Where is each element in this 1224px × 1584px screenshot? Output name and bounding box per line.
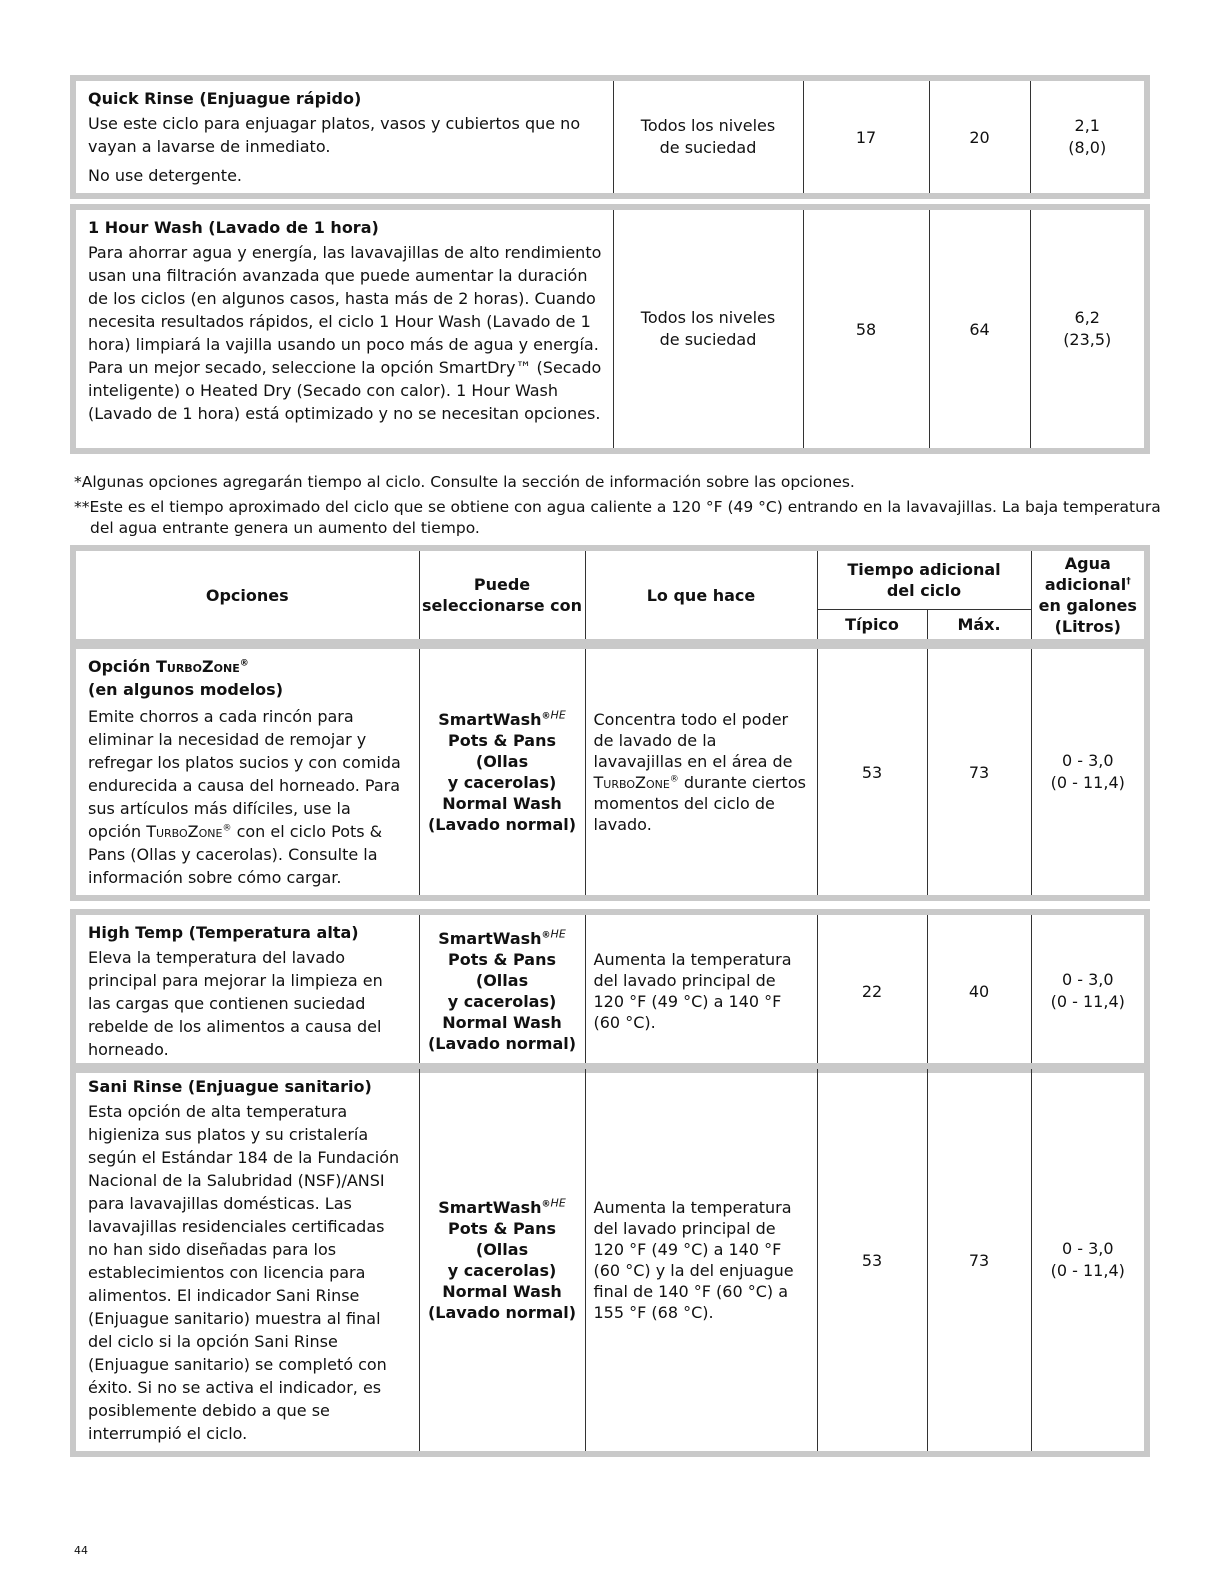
- water-usage: [1030, 207, 1147, 451]
- time-max: 40: [927, 912, 1031, 1070]
- cycle-normal-wash: Normal Wash: [442, 1282, 562, 1301]
- time-typical: 53: [817, 646, 927, 898]
- option-paragraph: Esta opción de alta temperatura higieniza sus platos y su cristalería según el Estándar 184 de la Fundación Nacional de la Salubridad (NSF)/ANSI para lavavajillas domésticas. Las lavavajillas residenciales certificadas no han sido diseñadas para los establecimientos con licencia para alimentos. El indicador Sani Rinse (Enjuague sanitario) muestra al final del ciclo si la opción Sani Rinse (Enjuague sanitario) se completó con éxito. Si no se activa el indicador, es posiblemente debido a que se interrumpió el ciclo.: [88, 1102, 400, 1443]
- time-max: 20: [929, 78, 1030, 196]
- cycle-pots-pans-line2: y cacerolas): [447, 992, 557, 1011]
- header-what: Lo que hace: [585, 548, 817, 642]
- cycle-table-1-hour-wash: [70, 204, 1150, 454]
- time-typical: 53: [817, 1066, 927, 1454]
- header-extra-time: [817, 548, 1031, 610]
- header-typical: Típico: [817, 610, 927, 643]
- header-extra-water: [1031, 548, 1147, 642]
- footnote-options-time: *Algunas opciones agregarán tiempo al ciclo. Consulte la sección de información sobre las opciones.: [74, 473, 855, 491]
- header-extra-time-line: Tiempo adicional: [847, 560, 1001, 579]
- what-it-does: Aumenta la temperatura del lavado principal de 120 °F (49 °C) a 140 °F (60 °C) y la del enjuague final de 140 °F (60 °C) a 155 °F (68 °C).: [585, 1066, 817, 1454]
- header-options: Opciones: [73, 548, 419, 642]
- cycle-pots-pans-line2: y cacerolas): [447, 773, 557, 792]
- time-typical: 17: [803, 78, 929, 196]
- table-row: [73, 912, 1147, 1070]
- page-number: 44: [74, 1544, 88, 1557]
- time-max: 73: [927, 646, 1031, 898]
- time-typical: 58: [803, 207, 929, 451]
- cycle-normal-wash: Normal Wash: [442, 794, 562, 813]
- table-row: [73, 548, 1147, 610]
- can-select-cycles: [419, 1066, 585, 1454]
- cycle-table-quick-rinse: [70, 75, 1150, 199]
- options-table-header: [70, 545, 1150, 645]
- option-description: [73, 646, 419, 898]
- soil-level: Todos los niveles de suciedad: [613, 78, 803, 196]
- water-liters: (8,0): [1068, 138, 1107, 157]
- water-usage: [1031, 646, 1147, 898]
- cycle-smartwash: SmartWash$^{®HE}$: [438, 1196, 566, 1217]
- cycle-pots-pans: Pots & Pans (Ollas: [448, 731, 556, 771]
- header-extra-time-line: del ciclo: [886, 581, 962, 600]
- option-description: [73, 912, 419, 1070]
- dagger-mark: †: [1126, 576, 1131, 587]
- water-liters: (0 - 11,4): [1050, 992, 1125, 1011]
- footnote-cycle-time: **Este es el tiempo aproximado del ciclo que se obtiene con agua caliente a 120 °F (49 °C) entrando en la lavavajillas. La baja temperatura del agua entrante genera un aumento del tiempo.: [74, 498, 1161, 537]
- header-water-line: adicional†: [1044, 575, 1131, 594]
- cycle-pots-pans-line2: y cacerolas): [447, 1261, 557, 1280]
- time-typical: 22: [817, 912, 927, 1070]
- water-gallons: 6,2: [1074, 308, 1100, 327]
- water-gallons: 2,1: [1074, 116, 1100, 135]
- header-can-select-line: Puede: [473, 575, 531, 594]
- table-row: [73, 646, 1147, 898]
- cycle-title: Quick Rinse (Enjuague rápido): [88, 89, 362, 108]
- option-table-turbozone: [70, 643, 1150, 901]
- table-row: [73, 78, 1147, 196]
- cycle-pots-pans: Pots & Pans (Ollas: [448, 1219, 556, 1259]
- time-max: 64: [929, 207, 1030, 451]
- cycle-normal-wash-line2: (Lavado normal): [427, 1034, 577, 1053]
- cycle-normal-wash-line2: (Lavado normal): [427, 815, 577, 834]
- water-liters: (23,5): [1063, 330, 1112, 349]
- option-title: High Temp (Temperatura alta): [88, 923, 359, 942]
- header-can-select: [419, 548, 585, 642]
- cycle-title: 1 Hour Wash (Lavado de 1 hora): [88, 218, 379, 237]
- time-max: 73: [927, 1066, 1031, 1454]
- option-title: Opción TurboZone® (en algunos modelos): [88, 657, 284, 699]
- header-water-line: Agua: [1064, 554, 1111, 573]
- cycle-description: [73, 207, 613, 451]
- can-select-cycles: [419, 912, 585, 1070]
- what-it-does: Aumenta la temperatura del lavado principal de 120 °F (49 °C) a 140 °F (60 °C).: [585, 912, 817, 1070]
- header-water-line: (Litros): [1054, 617, 1121, 636]
- water-gallons: 0 - 3,0: [1061, 970, 1114, 989]
- option-table-high-temp: [70, 909, 1150, 1073]
- option-title: Sani Rinse (Enjuague sanitario): [88, 1077, 372, 1096]
- water-gallons: 0 - 3,0: [1061, 1239, 1114, 1258]
- cycle-smartwash: SmartWash$^{®HE}$: [438, 708, 566, 729]
- water-usage: [1031, 912, 1147, 1070]
- cycle-paragraph: Use este ciclo para enjuagar platos, vasos y cubiertos que no vayan a lavarse de inmediato.: [88, 114, 581, 156]
- option-description: [73, 1066, 419, 1454]
- water-liters: (0 - 11,4): [1050, 1261, 1125, 1280]
- option-paragraph: Emite chorros a cada rincón para eliminar la necesidad de remojar y refregar los platos sucios y con comida endurecida a causa del horneado. Para sus artículos más difíciles, use la opción TurboZone® con el ciclo Pots & Pans (Ollas y cacerolas). Consulte la información sobre cómo cargar.: [88, 707, 401, 887]
- water-usage: [1031, 1066, 1147, 1454]
- table-row: [73, 207, 1147, 451]
- header-max: Máx.: [927, 610, 1031, 643]
- can-select-cycles: [419, 646, 585, 898]
- table-row: [73, 1066, 1147, 1454]
- cycle-normal-wash-line2: (Lavado normal): [427, 1303, 577, 1322]
- cycle-description: [73, 78, 613, 196]
- cycle-pots-pans: Pots & Pans (Ollas: [448, 950, 556, 990]
- soil-level: Todos los niveles de suciedad: [613, 207, 803, 451]
- cycle-paragraph: No use detergente.: [88, 166, 243, 185]
- water-liters: (0 - 11,4): [1050, 773, 1125, 792]
- cycle-smartwash: SmartWash$^{®HE}$: [438, 927, 566, 948]
- header-water-line: en galones: [1038, 596, 1137, 615]
- cycle-paragraph: Para ahorrar agua y energía, las lavavajillas de alto rendimiento usan una filtración avanzada que puede aumentar la duración de los ciclos (en algunos casos, hasta más de 2 horas). Cuando necesita resultados rápidos, el ciclo 1 Hour Wash (Lavado de 1 hora) limpiará la vajilla usando un poco más de agua y energía. Para un mejor secado, seleccione la opción SmartDry™ (Secado inteligente) o Heated Dry (Secado con calor). 1 Hour Wash (Lavado de 1 hora) está optimizado y no se necesitan opciones.: [88, 243, 602, 423]
- header-can-select-line: seleccionarse con: [421, 596, 583, 615]
- water-gallons: 0 - 3,0: [1061, 751, 1114, 770]
- cycle-normal-wash: Normal Wash: [442, 1013, 562, 1032]
- water-usage: [1030, 78, 1147, 196]
- option-table-sani-rinse: [70, 1063, 1150, 1457]
- what-it-does: Concentra todo el poder de lavado de la lavavajillas en el área de TurboZone® durante ciertos momentos del ciclo de lavado.: [585, 646, 817, 898]
- option-paragraph: Eleva la temperatura del lavado principal para mejorar la limpieza en las cargas que contienen suciedad rebelde de los alimentos a causa del horneado.: [88, 948, 383, 1059]
